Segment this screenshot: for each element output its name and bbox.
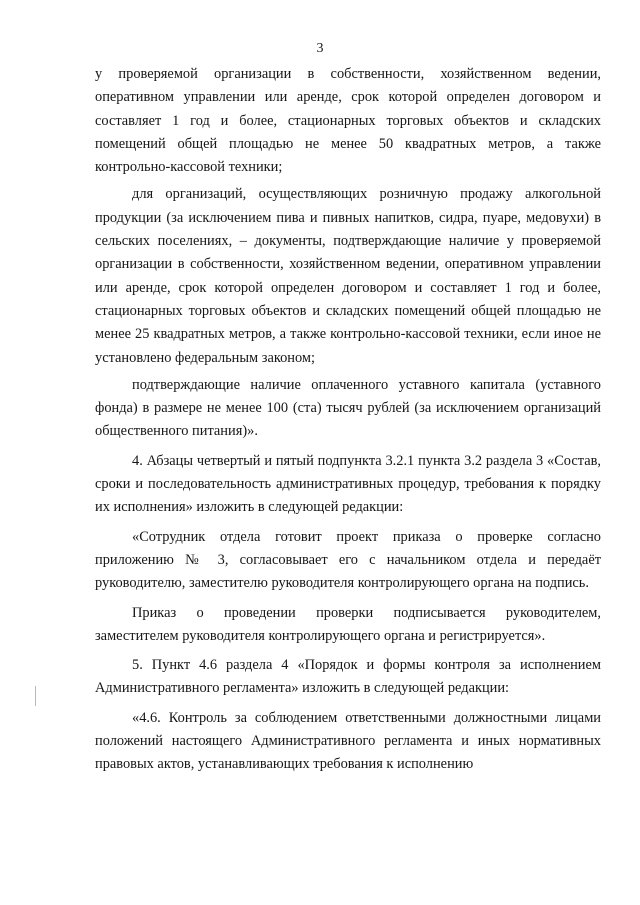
paragraph-6: Приказ о проведении проверки подписывается руководителем, заместителем руководителя контролирующего органа и регистрируется». (95, 604, 601, 644)
document-body (95, 63, 601, 783)
paragraph-2: для организаций, осуществляющих розничную продажу алкогольной продукции (за исключением пива и пивных напитков, сидра, пуаре, медовухи) в сельских поселениях, – документы, подтверждающие наличие у проверяемой организации в собственности, хозяйственном ведении, оперативном управлении или аренде, срок которой определен договором и составляет 1 год и более, стационарных торговых объектов и складских помещений общей площадью не менее 25 квадратных метров, а также контрольно-кассовой техники, если иное не установлено федеральным законом; (95, 186, 601, 366)
paragraph-1: у проверяемой организации в собственности, хозяйственном ведении, оперативном управлении или аренде, срок которой определен договором и составляет 1 год и более, стационарных торговых объектов и складских помещений общей площадью не менее 50 квадратных метров, а также контрольно-кассовой техники; (95, 66, 601, 176)
paragraph-5: «Сотрудник отдела готовит проект приказа о проверке согласно приложению № 3, согласовывает его с начальником отдела и передаёт руководителю, заместителю руководителя контролирующего органа на подпись. (95, 528, 601, 592)
paragraph-7: 5. Пункт 4.6 раздела 4 «Порядок и формы контроля за исполнением Административного регламента» изложить в следующей редакции: (95, 657, 601, 697)
scan-margin-mark (35, 686, 36, 706)
paragraph-8: «4.6. Контроль за соблюдением ответственными должностными лицами положений настоящего Административного регламента и иных нормативных правовых актов, устанавливающих требования к исполнению (95, 709, 601, 773)
paragraph-4: 4. Абзацы четвертый и пятый подпункта 3.2.1 пункта 3.2 раздела 3 «Состав, сроки и последовательность административных процедур, требования к порядку их исполнения» изложить в следующей редакции: (95, 452, 601, 516)
page-number: 3 (316, 41, 324, 56)
paragraph-3: подтверждающие наличие оплаченного уставного капитала (уставного фонда) в размере не менее 100 (ста) тысяч рублей (за исключением организаций общественного питания)». (95, 376, 601, 440)
